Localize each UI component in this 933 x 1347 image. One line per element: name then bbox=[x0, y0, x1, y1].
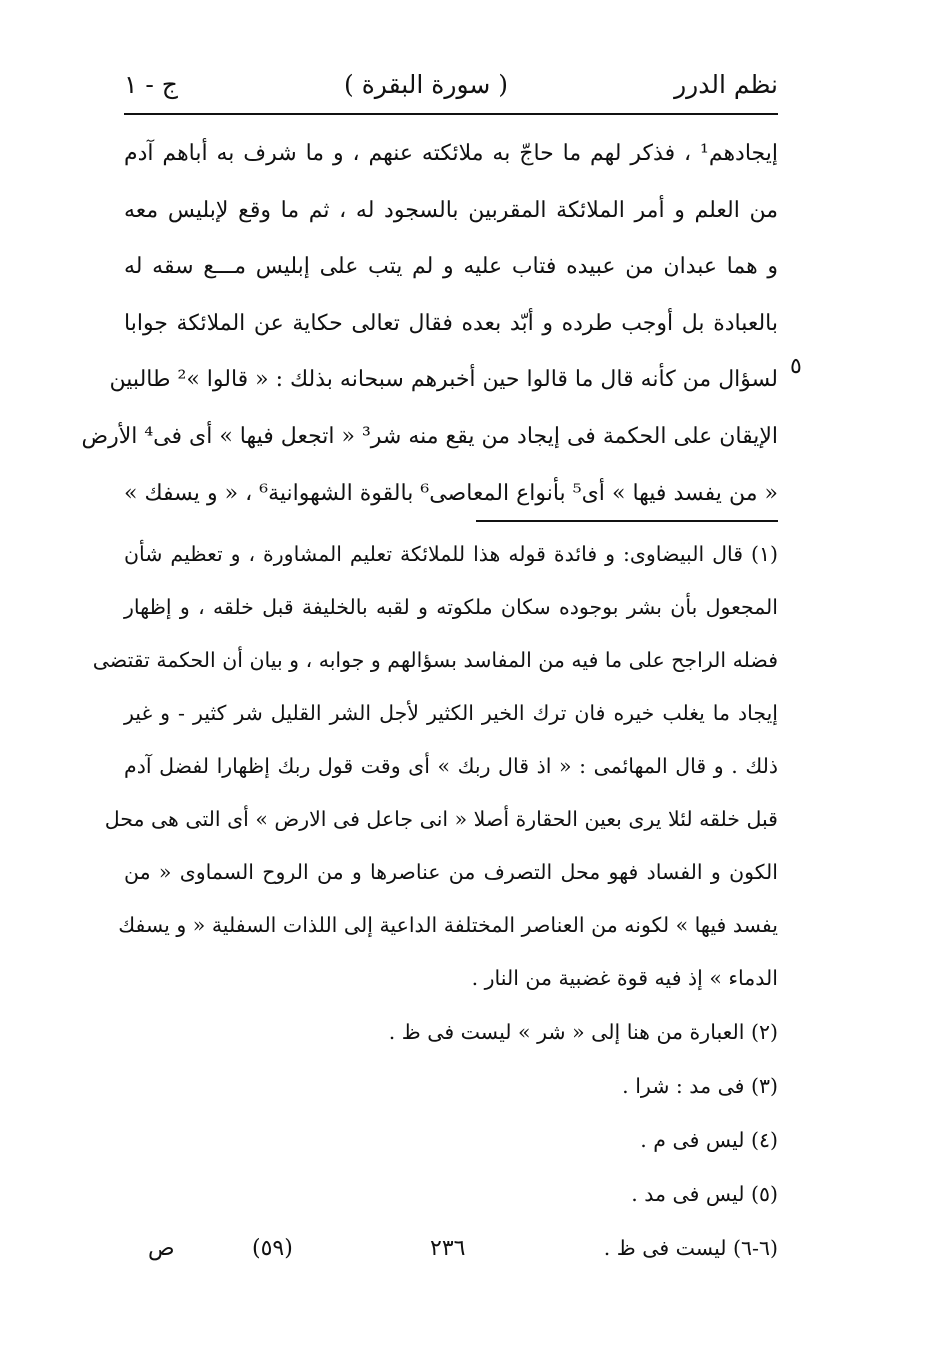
header-book-title: نظم الدرر bbox=[674, 69, 778, 99]
footnote-line: يفسد فيها » لكونه من العناصر المختلفة الداعية إلى اللذات السفلية « و يسفك bbox=[118, 913, 778, 937]
footer-volume-page: (٥٩) bbox=[252, 1236, 293, 1261]
footnote-5: (٥) ليس فى مد . bbox=[631, 1182, 778, 1206]
footnote-divider bbox=[476, 520, 778, 522]
footnote-4: (٤) ليس فى م . bbox=[640, 1128, 778, 1152]
footnote-2: (٢) العبارة من هنا إلى « شر » ليست فى ظ . bbox=[388, 1020, 778, 1044]
main-text-line: « من يفسد فيها » أى⁵ بأنواع المعاصى⁶ بالقوة الشهوانية⁶ ، « و يسفك » bbox=[124, 480, 778, 506]
main-text-line: الإيقان على الحكمة فى إيجاد من يقع منه شر³ « اتجعل فيها » أى فى⁴ الأرض bbox=[81, 423, 778, 449]
footnotes bbox=[92, 528, 778, 1275]
footnote-1 bbox=[92, 528, 778, 1005]
page-number: ٢٣٦ bbox=[430, 1236, 466, 1261]
line-number: ٥ bbox=[790, 354, 802, 379]
footnote-line: (١) قال البيضاوى: و فائدة قوله هذا للملائكة تعليم المشاورة ، و تعظيم شأن bbox=[124, 542, 778, 566]
page-footer bbox=[124, 1236, 778, 1272]
footnote-3: (٣) فى مد : شرا . bbox=[622, 1074, 778, 1098]
main-text-line: إيجادهم¹ ، فذكر لهم ما حاجّ به ملائكته عنهم ، و ما شرف به أباهم آدم bbox=[124, 141, 778, 166]
footnote-line: الدماء » إذ فيه قوة غضبية من النار . bbox=[471, 966, 778, 990]
header-surah-title: ( سورة البقرة ) bbox=[344, 69, 509, 99]
footnote-line: الكون و الفساد فهو محل التصرف من عناصرها و من الروح السماوى « من bbox=[124, 860, 778, 884]
main-text-line: لسؤال من كأنه قال ما قالوا حين أخبرهم سبحانه بذلك : « قالوا »² طالبين bbox=[109, 367, 778, 393]
footnote-line: فضله الراجح على ما فيه من المفاسد بسؤالهم و جوابه ، و بيان أن الحكمة تقتضى bbox=[92, 648, 778, 672]
running-header bbox=[124, 62, 778, 106]
main-text-line: من العلم و أمر الملائكة المقربين بالسجود له ، ثم ما وقع لإبليس معه bbox=[124, 197, 778, 223]
main-text bbox=[81, 126, 778, 522]
footnote-line: المجعول بأن بشر بوجوده سكان ملكوته و لقبه بالخليفة قبل خلقه ، و إظهار bbox=[124, 595, 778, 619]
main-text-line: بالعبادة بل أوجب طرده و أبّد بعده فقال تعالى حكاية عن الملائكة جوابا bbox=[124, 310, 778, 336]
footnote-line: قبل خلقه لئلا يرى بعين الحقارة أصلا « انى جاعل فى الارض » أى التى هى محل bbox=[104, 807, 778, 831]
header-divider bbox=[124, 113, 778, 115]
footer-mark: ص bbox=[148, 1236, 175, 1261]
main-text-line: و هما عبدان من عبيده فتاب عليه و لم يتب على إبليس مـــع سقه له bbox=[124, 254, 778, 280]
footnote-line: إيجاد ما يغلب خيره فان ترك الخير الكثير لأجل الشر القليل شر كثير - و غير bbox=[124, 701, 778, 725]
header-volume: ج - ١ bbox=[124, 69, 178, 99]
footnote-6: (٦-٦) ليست فى ظ . bbox=[603, 1236, 778, 1260]
footnote-line: ذلك . و قال المهائمى : « اذ قال ربك » أى وقت قول ربك إظهارا لفضل آدم bbox=[124, 754, 778, 778]
